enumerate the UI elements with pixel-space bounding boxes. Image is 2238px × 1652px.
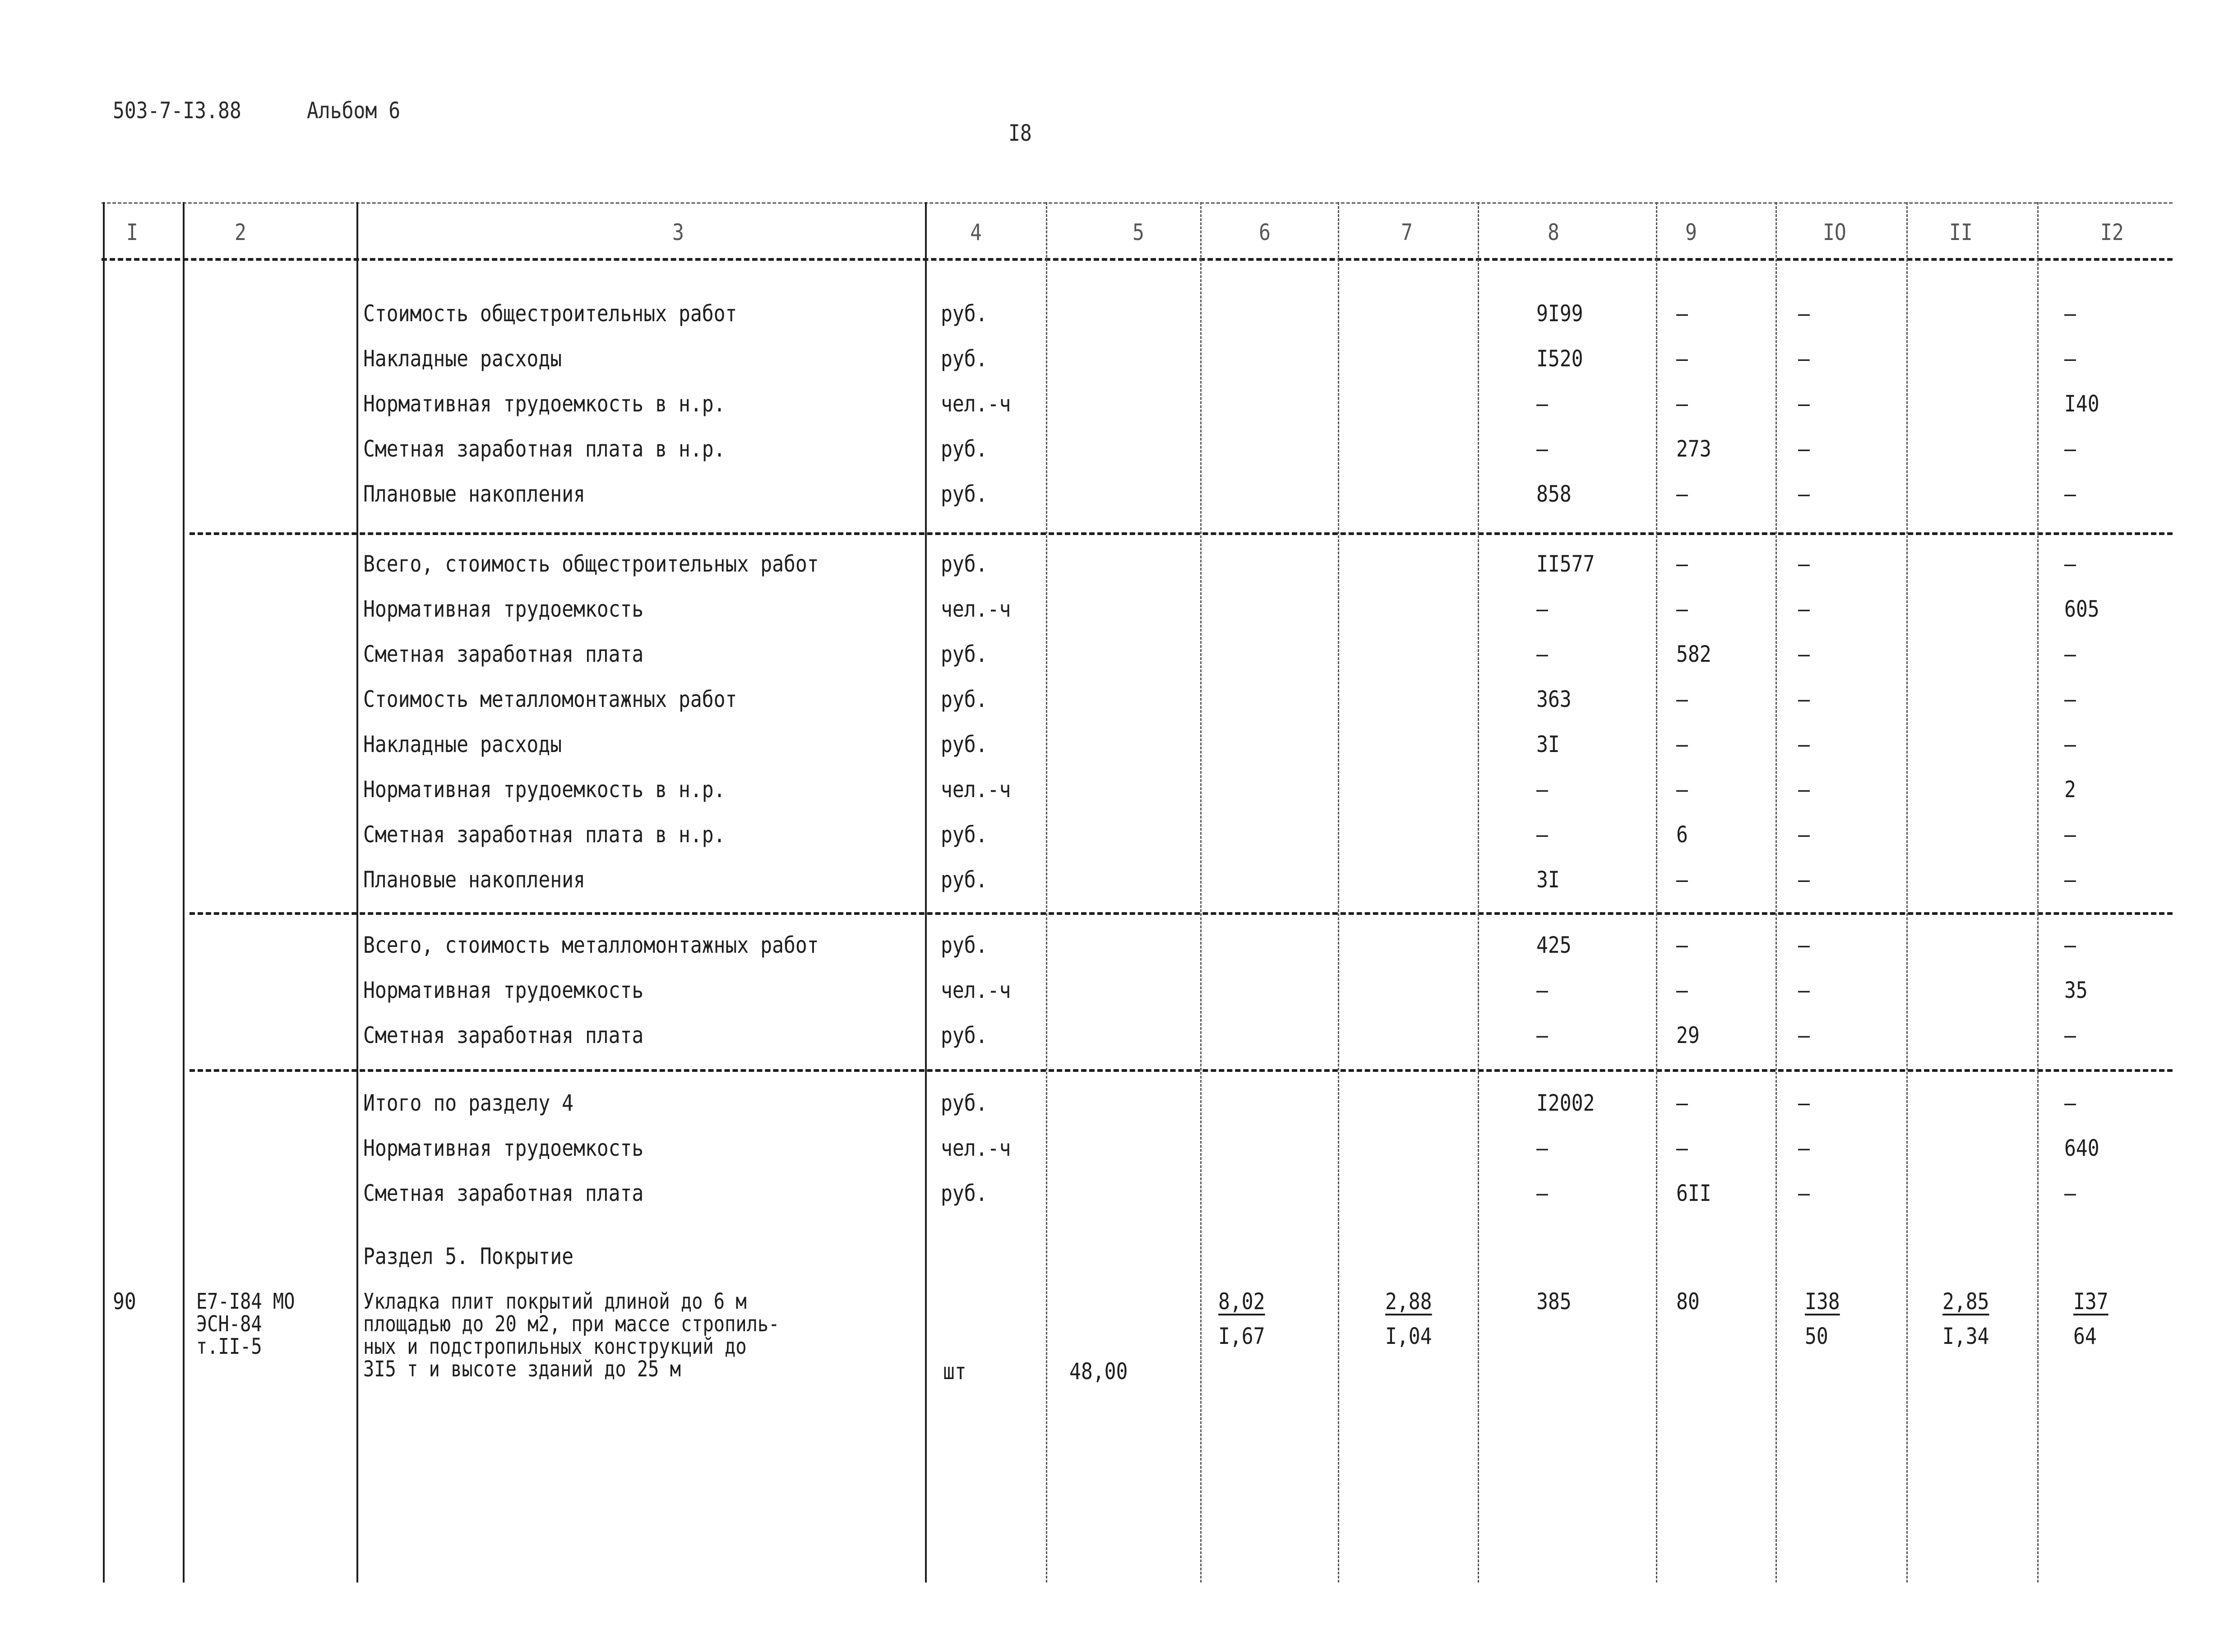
row-col9: – <box>1676 932 1688 958</box>
row-col12: – <box>2064 346 2076 372</box>
row-col12: – <box>2064 731 2076 757</box>
document-code: 503-7-I3.88 <box>113 97 241 124</box>
row-col8: – <box>1536 391 1548 417</box>
row-col8: – <box>1536 641 1548 667</box>
row-col8: II577 <box>1536 551 1595 577</box>
row-col10: – <box>1798 346 1810 372</box>
row-col9: 273 <box>1676 436 1711 462</box>
column-number: II <box>1949 219 1973 245</box>
item-col9: 80 <box>1676 1288 1700 1315</box>
row-col8: 3I <box>1536 731 1560 757</box>
item-col10-bottom: 50 <box>1805 1323 1828 1349</box>
row-unit: руб. <box>941 1090 988 1116</box>
row-label: Всего, стоимость общестроительных работ <box>363 551 819 577</box>
row-col8: – <box>1536 776 1548 803</box>
item-code-line: ЭСН-84 <box>196 1311 262 1337</box>
column-number: 5 <box>1133 219 1144 245</box>
row-col9: 6 <box>1676 821 1688 848</box>
item-description-line: ных и подстропильных конструкций до <box>363 1334 747 1359</box>
item-description-line: площадью до 20 м2, при массе стропиль- <box>363 1311 780 1337</box>
row-col8: – <box>1536 1135 1548 1161</box>
row-col10: – <box>1798 300 1810 327</box>
column-border-2-3 <box>356 202 358 1583</box>
row-col12: – <box>2064 300 2076 327</box>
row-col9: – <box>1676 1135 1688 1161</box>
row-unit: руб. <box>941 551 988 577</box>
row-label: Стоимость металломонтажных работ <box>363 686 737 712</box>
row-unit: руб. <box>941 641 988 667</box>
row-col12: 605 <box>2064 596 2099 622</box>
column-border-4-5 <box>1046 202 1047 1583</box>
column-number: 6 <box>1259 219 1271 245</box>
item-unit: шт <box>943 1358 966 1384</box>
row-col10: – <box>1798 551 1810 577</box>
row-col10: – <box>1798 391 1810 417</box>
row-col9: – <box>1676 731 1688 757</box>
item-col12-top: I37 <box>2073 1288 2109 1315</box>
row-unit: руб. <box>941 346 988 372</box>
row-col8: – <box>1536 436 1548 462</box>
column-border-1-2 <box>183 202 185 1583</box>
column-number: 7 <box>1401 219 1413 245</box>
row-col8: 425 <box>1536 932 1572 958</box>
row-col10: – <box>1798 1022 1810 1048</box>
row-col9: – <box>1676 686 1688 712</box>
row-col8: I520 <box>1536 346 1583 372</box>
row-unit: руб. <box>941 1022 988 1048</box>
row-col12: – <box>2064 641 2076 667</box>
row-unit: руб. <box>941 932 988 958</box>
column-border-left <box>103 202 105 1583</box>
row-label: Сметная заработная плата <box>363 1180 644 1206</box>
album-label: Альбом 6 <box>307 97 401 124</box>
column-border-9-10 <box>1776 202 1777 1583</box>
row-col12: – <box>2064 551 2076 577</box>
row-col8: – <box>1536 1180 1548 1206</box>
row-label: Сметная заработная плата <box>363 641 644 667</box>
row-unit: чел.-ч <box>941 977 1011 1003</box>
row-col12: 640 <box>2064 1135 2099 1161</box>
column-border-6-7 <box>1338 202 1339 1583</box>
row-col12: 2 <box>2064 776 2076 803</box>
row-col8: 858 <box>1536 481 1572 507</box>
row-col8: – <box>1536 977 1548 1003</box>
row-label: Нормативная трудоемкость в н.р. <box>363 776 726 803</box>
row-col10: – <box>1798 481 1810 507</box>
row-label: Нормативная трудоемкость <box>363 977 644 1003</box>
row-col9: 582 <box>1676 641 1711 667</box>
item-col6-top: 8,02 <box>1218 1288 1265 1315</box>
item-col8: 385 <box>1536 1288 1572 1315</box>
row-col8: I2002 <box>1536 1090 1595 1116</box>
row-col12: – <box>2064 481 2076 507</box>
row-col9: – <box>1676 977 1688 1003</box>
column-number: 2 <box>235 219 246 245</box>
header-divider <box>102 258 2173 261</box>
row-unit: чел.-ч <box>941 391 1011 417</box>
column-number: IO <box>1823 219 1846 245</box>
row-label: Нормативная трудоемкость <box>363 1135 644 1161</box>
row-col8: 363 <box>1536 686 1572 712</box>
item-quantity: 48,00 <box>1069 1358 1128 1384</box>
item-code-line: Е7-I84 МО <box>196 1289 295 1314</box>
item-description-line: Укладка плит покрытий длиной до 6 м <box>363 1289 747 1314</box>
row-col9: – <box>1676 776 1688 803</box>
row-unit: руб. <box>941 731 988 757</box>
row-col8: 3I <box>1536 867 1560 893</box>
row-unit: руб. <box>941 436 988 462</box>
row-label: Нормативная трудоемкость <box>363 596 644 622</box>
row-col9: 6II <box>1676 1180 1711 1206</box>
row-label: Плановые накопления <box>363 867 585 893</box>
item-col6-bottom: I,67 <box>1218 1323 1265 1349</box>
group-divider-3 <box>190 1069 2173 1072</box>
row-unit: руб. <box>941 300 988 327</box>
row-label: Стоимость общестроительных работ <box>363 300 737 327</box>
column-number: 8 <box>1548 219 1559 245</box>
row-col10: – <box>1798 436 1810 462</box>
row-label: Сметная заработная плата в н.р. <box>363 436 726 462</box>
row-col10: – <box>1798 686 1810 712</box>
column-number: I <box>126 219 138 245</box>
item-col10-top: I38 <box>1805 1288 1840 1315</box>
row-col10: – <box>1798 1180 1810 1206</box>
row-col10: – <box>1798 731 1810 757</box>
row-label: Плановые накопления <box>363 481 585 507</box>
row-col9: – <box>1676 596 1688 622</box>
row-col12: – <box>2064 821 2076 848</box>
page-number: I8 <box>1008 120 1032 146</box>
item-description-line: 3I5 т и высоте зданий до 25 м <box>363 1357 681 1382</box>
row-col12: – <box>2064 932 2076 958</box>
row-label: Итого по разделу 4 <box>363 1090 573 1116</box>
row-col8: – <box>1536 1022 1548 1048</box>
row-unit: руб. <box>941 821 988 848</box>
group-divider-2 <box>190 912 2173 915</box>
row-col12: 35 <box>2064 977 2088 1003</box>
column-border-8-9 <box>1656 202 1657 1583</box>
row-col8: – <box>1536 596 1548 622</box>
column-number: 4 <box>970 219 982 245</box>
row-col10: – <box>1798 932 1810 958</box>
column-number: 9 <box>1685 219 1697 245</box>
row-col10: – <box>1798 596 1810 622</box>
row-col9: – <box>1676 346 1688 372</box>
row-label: Нормативная трудоемкость в н.р. <box>363 391 726 417</box>
row-col12: – <box>2064 1090 2076 1116</box>
row-col9: – <box>1676 481 1688 507</box>
item-col7-top: 2,88 <box>1385 1288 1432 1315</box>
item-col11-top: 2,85 <box>1942 1288 1989 1315</box>
item-col7-bottom: I,04 <box>1385 1323 1432 1349</box>
row-label: Накладные расходы <box>363 731 562 757</box>
group-divider-1 <box>190 532 2173 535</box>
item-number: 90 <box>113 1288 136 1315</box>
row-col9: – <box>1676 300 1688 327</box>
row-col10: – <box>1798 867 1810 893</box>
row-col10: – <box>1798 821 1810 848</box>
row-col10: – <box>1798 1135 1810 1161</box>
item-col11-bottom: I,34 <box>1942 1323 1989 1349</box>
column-border-5-6 <box>1200 202 1202 1583</box>
row-col10: – <box>1798 641 1810 667</box>
row-unit: руб. <box>941 686 988 712</box>
row-col12: – <box>2064 1022 2076 1048</box>
row-col12: – <box>2064 436 2076 462</box>
item-code-line: т.II-5 <box>196 1334 262 1359</box>
row-col10: – <box>1798 776 1810 803</box>
column-number: 3 <box>672 219 684 245</box>
row-unit: чел.-ч <box>941 1135 1011 1161</box>
item-col12-bottom: 64 <box>2073 1323 2097 1349</box>
row-col12: – <box>2064 867 2076 893</box>
row-col9: – <box>1676 867 1688 893</box>
row-unit: руб. <box>941 867 988 893</box>
column-border-7-8 <box>1478 202 1479 1583</box>
column-border-10-11 <box>1906 202 1908 1583</box>
row-unit: чел.-ч <box>941 776 1011 803</box>
row-label: Сметная заработная плата в н.р. <box>363 821 726 848</box>
column-number: I2 <box>2100 219 2124 245</box>
column-border-3-4 <box>925 202 927 1583</box>
row-col10: – <box>1798 1090 1810 1116</box>
row-col9: – <box>1676 391 1688 417</box>
column-border-11-12 <box>2037 202 2039 1583</box>
row-unit: руб. <box>941 481 988 507</box>
row-col8: 9I99 <box>1536 300 1583 327</box>
section-title: Раздел 5. Покрытие <box>363 1243 573 1269</box>
row-unit: чел.-ч <box>941 596 1011 622</box>
row-label: Накладные расходы <box>363 346 562 372</box>
row-label: Сметная заработная плата <box>363 1022 644 1048</box>
row-label: Всего, стоимость металломонтажных работ <box>363 932 819 958</box>
table-top-border <box>102 202 2173 204</box>
row-col9: – <box>1676 1090 1688 1116</box>
row-col9: 29 <box>1676 1022 1700 1048</box>
row-unit: руб. <box>941 1180 988 1206</box>
row-col12: – <box>2064 686 2076 712</box>
row-col9: – <box>1676 551 1688 577</box>
row-col12: I40 <box>2064 391 2099 417</box>
row-col8: – <box>1536 821 1548 848</box>
row-col10: – <box>1798 977 1810 1003</box>
row-col12: – <box>2064 1180 2076 1206</box>
